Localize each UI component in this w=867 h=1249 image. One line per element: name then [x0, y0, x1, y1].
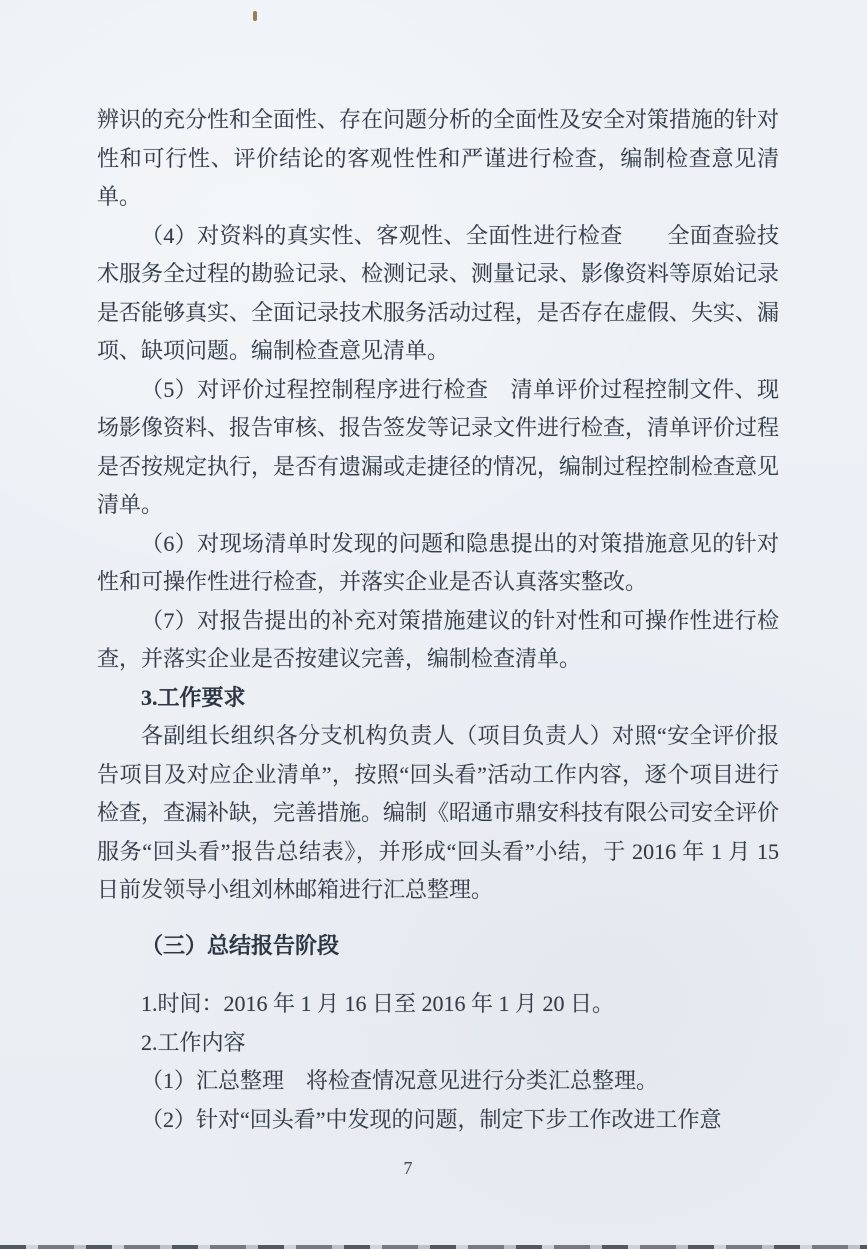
paragraph-item-1: （1）汇总整理 将检查情况意见进行分类汇总整理。 — [141, 1068, 659, 1093]
paragraph-item-2: （2）针对“回头看”中发现的问题，制定下步工作改进工作意 — [141, 1106, 722, 1132]
scan-speck-artifact — [253, 11, 257, 21]
paragraph-work-requirements-body: 各副组长组织各分支机构负责人（项目负责人）对照“安全评价报告项目及对应企业清单”，按照“回头看”活动工作内容，逐个项目进行检查，查漏补缺，完善措施。编制《昭通市鼎安科技有限公司安全评价服务“回头看”报告总结表》，并形成“回头看”小结，于 2016 年 1 月 15 日前发领导小组刘林邮箱进行汇总整理。 — [97, 723, 780, 902]
paragraph-time: 1.时间：2016 年 1 月 16 日至 2016 年 1 月 20 日。 — [141, 991, 615, 1016]
paragraph-item-5: （5）对评价过程控制程序进行检查 清单评价过程控制文件、现场影像资料、报告审核、报告签发等记录文件进行检查，清单评价过程是否按规定执行，是否有遗漏或走捷径的情况，编制过程控制检查意见清单。 — [97, 376, 780, 517]
paragraph-continuation: 辨识的充分性和全面性、存在问题分析的全面性及安全对策措施的针对性和可行性、评价结论的客观性性和严谨进行检查，编制检查意见清单。 — [97, 107, 780, 209]
heading-summary-report-stage: （三）总结报告阶段 — [141, 932, 340, 958]
heading-work-requirements: 3.工作要求 — [141, 684, 246, 710]
paragraph-item-7: （7）对报告提出的补充对策措施建议的针对性和可操作性进行检查，并落实企业是否按建议完善，编制检查清单。 — [97, 607, 779, 671]
paragraph-item-4: （4）对资料的真实性、客观性、全面性进行检查 全面查验技术服务全过程的勘验记录、检测记录、测量记录、影像资料等原始记录是否能够真实、全面记录技术服务活动过程，是否存在虚假、失实、漏项、缺项问题。编制检查意见清单。 — [97, 222, 780, 363]
scan-bottom-edge-artifact — [0, 1245, 867, 1249]
document-text-block — [97, 101, 779, 1139]
paragraph-work-content: 2.工作内容 — [141, 1029, 246, 1055]
paragraph-item-6: （6）对现场清单时发现的问题和隐患提出的对策措施意见的针对性和可操作性进行检查，并落实企业是否认真落实整改。 — [97, 530, 779, 594]
page-number: 7 — [403, 1158, 413, 1178]
